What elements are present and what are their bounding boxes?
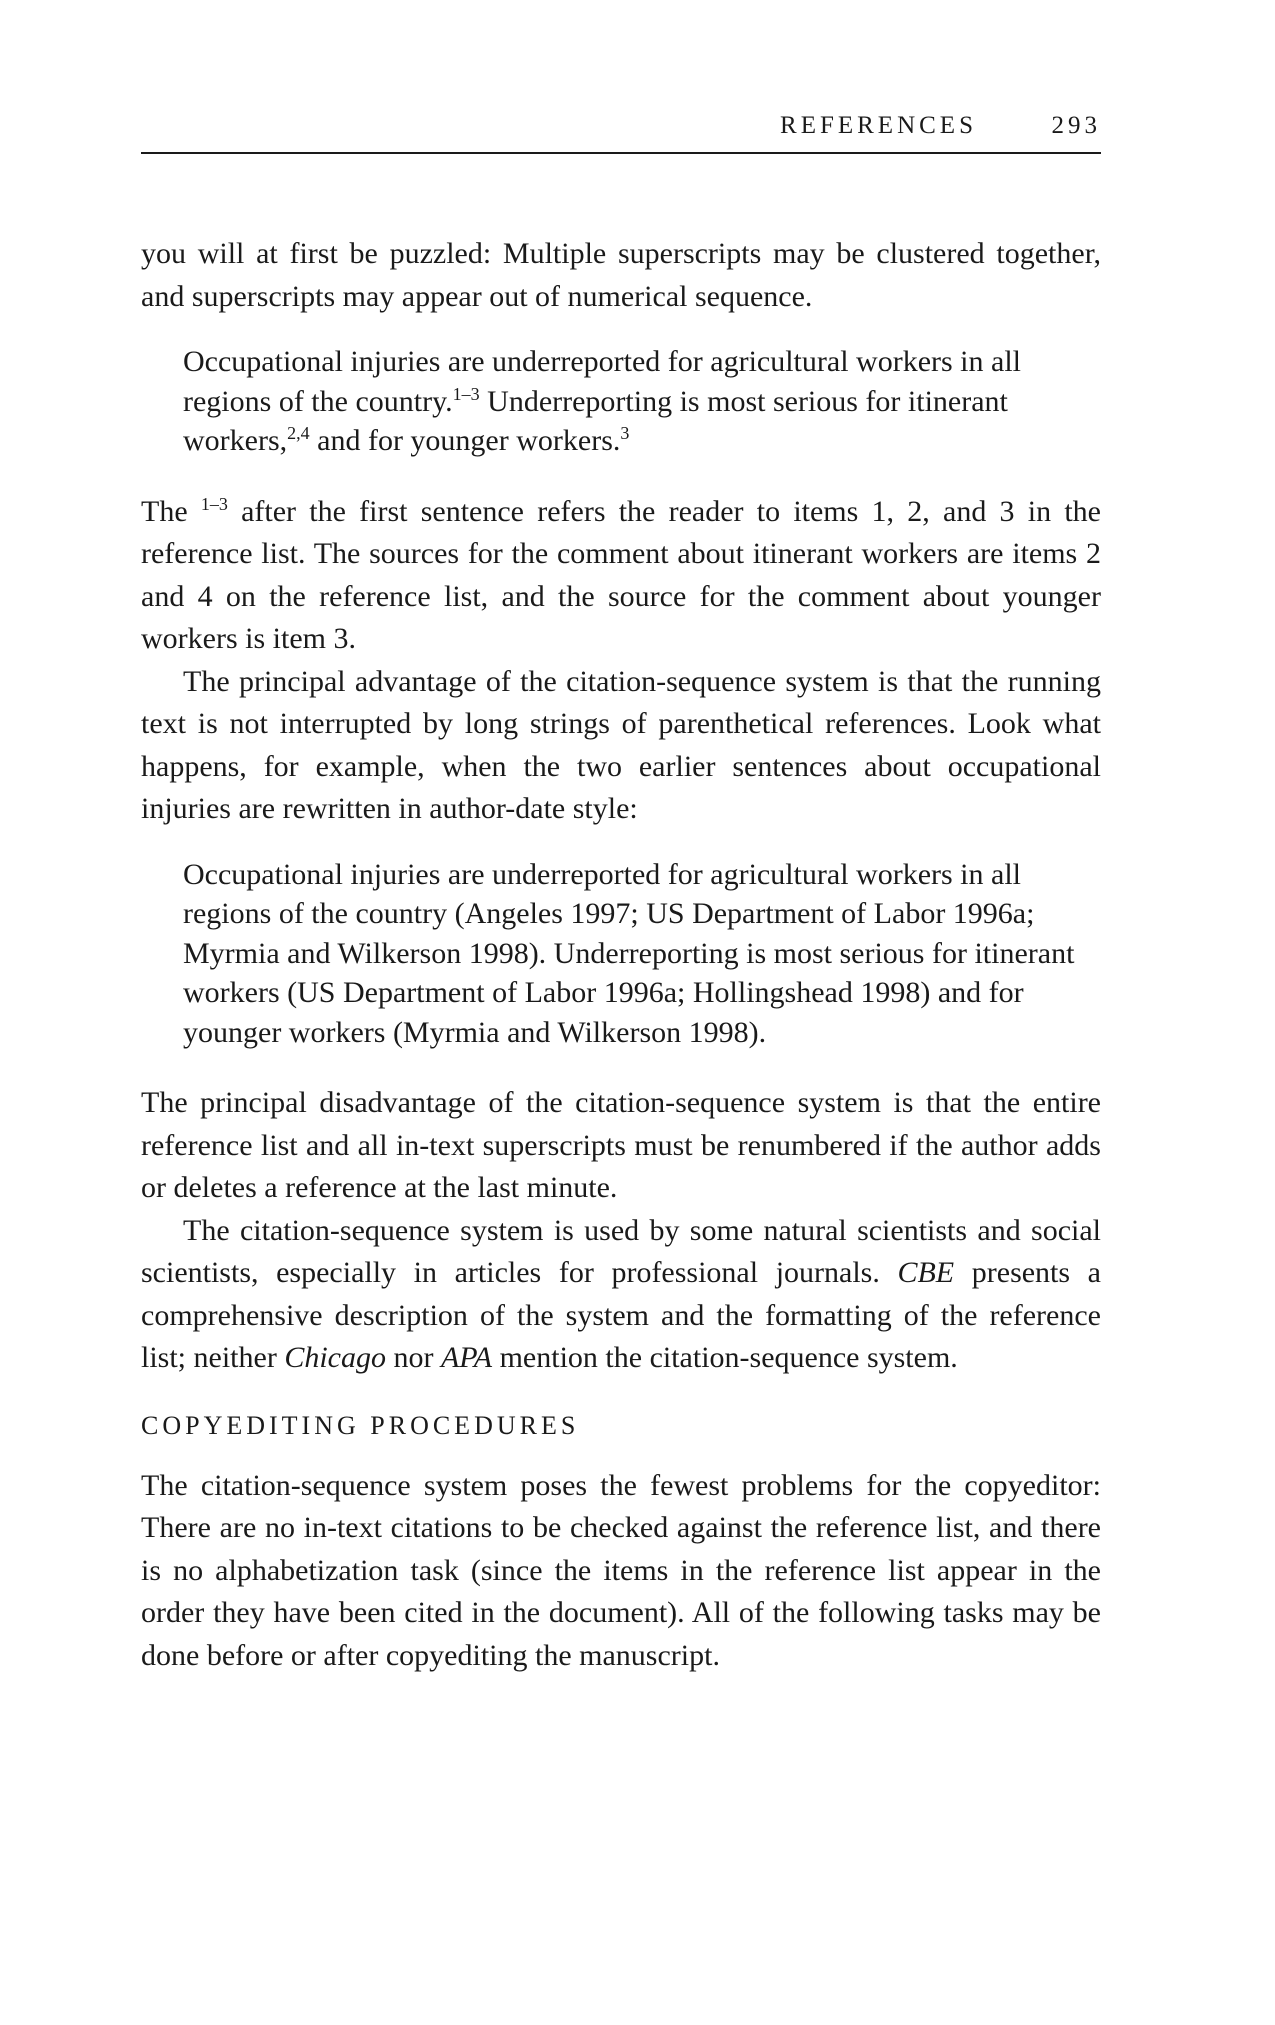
superscript-citation: 1–3 [200, 493, 228, 514]
paragraph-5 [141, 1210, 1101, 1380]
superscript-citation: 2,4 [287, 423, 310, 443]
running-head-title: REFERENCES [780, 112, 977, 139]
superscript-citation: 1–3 [452, 383, 480, 404]
p5-text-4: mention the citation-sequence system. [492, 1341, 958, 1374]
p2-text-1: The [141, 494, 201, 528]
p2-text-2: after the first sentence refers the reader to items 1, 2, and 3 in the reference list. The sources for the comment about itinerant workers are items 2 and 4 on the reference list, and the source for the comment about younger workers is item 3. [141, 494, 1101, 655]
section-heading: COPYEDITING PROCEDURES [141, 1410, 580, 1440]
quote1-text-1: Occupational injuries are underreported for agricultural workers in all regions of the country. [183, 345, 1021, 418]
body-text [141, 233, 1101, 1677]
paragraph-6: The citation-sequence system poses the fewest problems for the copyeditor: There are no in-text citations to be checked against the reference list, and there is no alphabetization task (since the items in the reference list appear in the order they have been cited in the document). All of the following tasks may be done before or after copyediting the manuscript. [141, 1468, 1101, 1672]
paragraph-3: The principal advantage of the citation-sequence system is that the running text is not interrupted by long strings of parenthetical references. Look what happens, for example, when the two earlier sentences about occupational injuries are rewritten in author-date style: [141, 664, 1101, 825]
page-number: 293 [1051, 112, 1101, 139]
paragraph-1: you will at first be puzzled: Multiple superscripts may be clustered together, and superscripts may appear out of numerical sequence. [141, 237, 1101, 313]
p5-italic-chicago: Chicago [284, 1341, 386, 1374]
running-head [141, 112, 1101, 154]
block-quote-author-date: Occupational injuries are underreported for agricultural workers in all regions of the country (Angeles 1997; US Department of Labor 1996a; Myrmia and Wilkerson 1998). Underreporting is most serious for itinerant workers (US Department of Labor 1996a; Hollingshead 1998) and for younger workers (Myrmia and Wilkerson 1998). [183, 857, 1075, 1049]
p5-italic-cbe: CBE [897, 1256, 955, 1289]
quote1-text-2: Underreporting is most serious for itinerant workers, [183, 384, 1008, 457]
superscript-citation: 3 [620, 423, 630, 443]
p5-text-1: The citation-sequence system is used by some natural scientists and social scientists, especially in articles for professional journals. [141, 1213, 1101, 1289]
p5-italic-apa: APA [440, 1341, 493, 1374]
p5-text-2: presents a comprehensive description of the system and the formatting of the reference list; neither [141, 1256, 1101, 1374]
p5-text-3: nor [385, 1341, 441, 1374]
paragraph-2 [141, 491, 1101, 661]
paragraph-4: The principal disadvantage of the citation-sequence system is that the entire reference list and all in-text superscripts must be renumbered if the author adds or deletes a reference at the last minute. [141, 1086, 1101, 1204]
block-quote-superscripts [141, 342, 1101, 461]
quote1-text-3: and for younger workers. [309, 424, 621, 457]
